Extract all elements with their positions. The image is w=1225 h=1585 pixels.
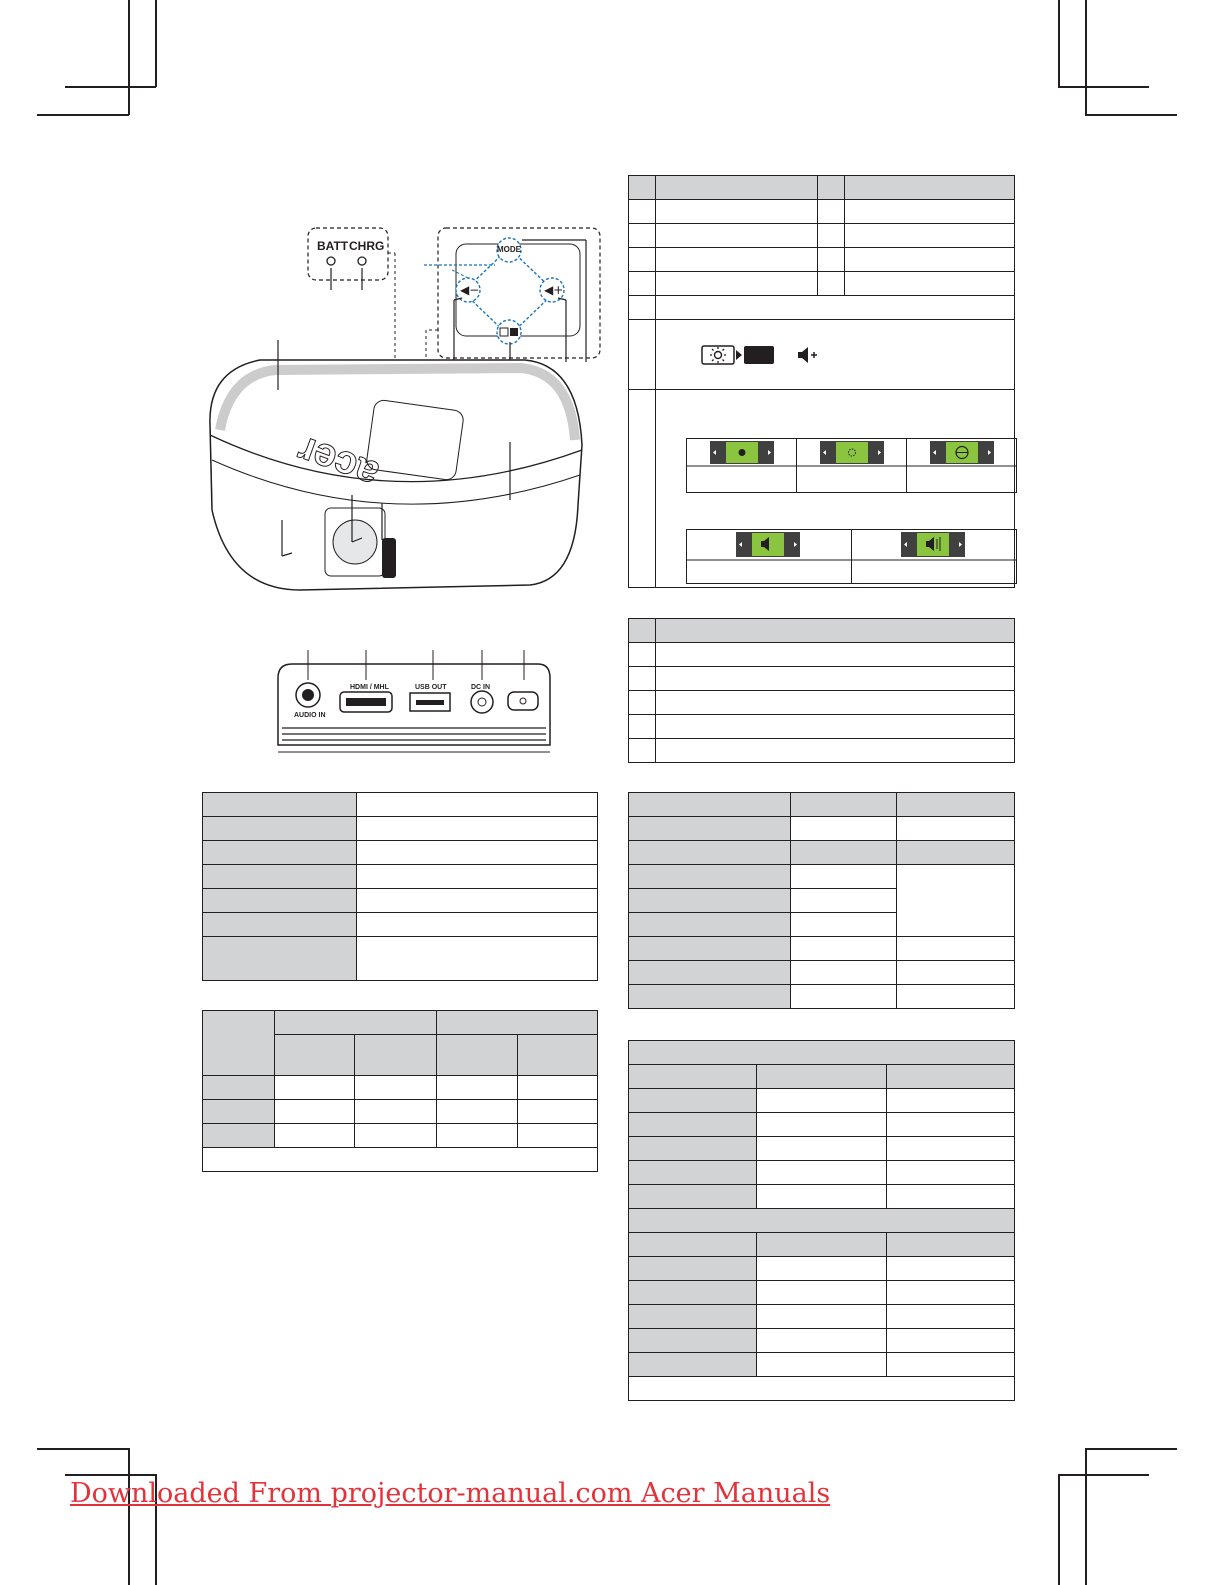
port-label-hdmi: HDMI / MHL <box>350 684 389 691</box>
compatibility-table <box>628 1040 1015 1401</box>
volume-up-icon <box>798 347 817 363</box>
svg-text:◀−: ◀− <box>460 283 480 297</box>
mode-label: MODE <box>497 245 521 254</box>
volume-high-icon <box>901 532 965 557</box>
chrg-label: CHRG <box>349 239 385 253</box>
svg-text:◀+: ◀+ <box>544 283 564 297</box>
brightness-eco-icon <box>820 441 884 464</box>
port-label-usb: USB OUT <box>415 684 447 691</box>
batt-label: BATT <box>317 239 349 253</box>
osd-menu-illustration <box>686 438 1018 596</box>
specification-table <box>202 1010 598 1172</box>
brightness-sequence <box>698 342 828 372</box>
led-status-table <box>628 792 1015 1009</box>
projector-illustration <box>190 220 610 610</box>
language-globe-icon <box>930 441 994 464</box>
indicator-table <box>628 618 1015 763</box>
acer-logo: acer <box>291 427 385 498</box>
volume-low-icon <box>736 532 800 557</box>
footer-download-link[interactable]: Downloaded From projector-manual.com Acer Manuals <box>70 1478 831 1509</box>
rear-panel-illustration <box>270 650 560 760</box>
brightness-full-icon <box>710 441 774 464</box>
port-label-dc-in: DC IN <box>471 684 491 691</box>
port-description-table <box>202 792 598 981</box>
port-label-audio-in: AUDIO IN <box>294 712 326 719</box>
key-table <box>628 175 1015 588</box>
